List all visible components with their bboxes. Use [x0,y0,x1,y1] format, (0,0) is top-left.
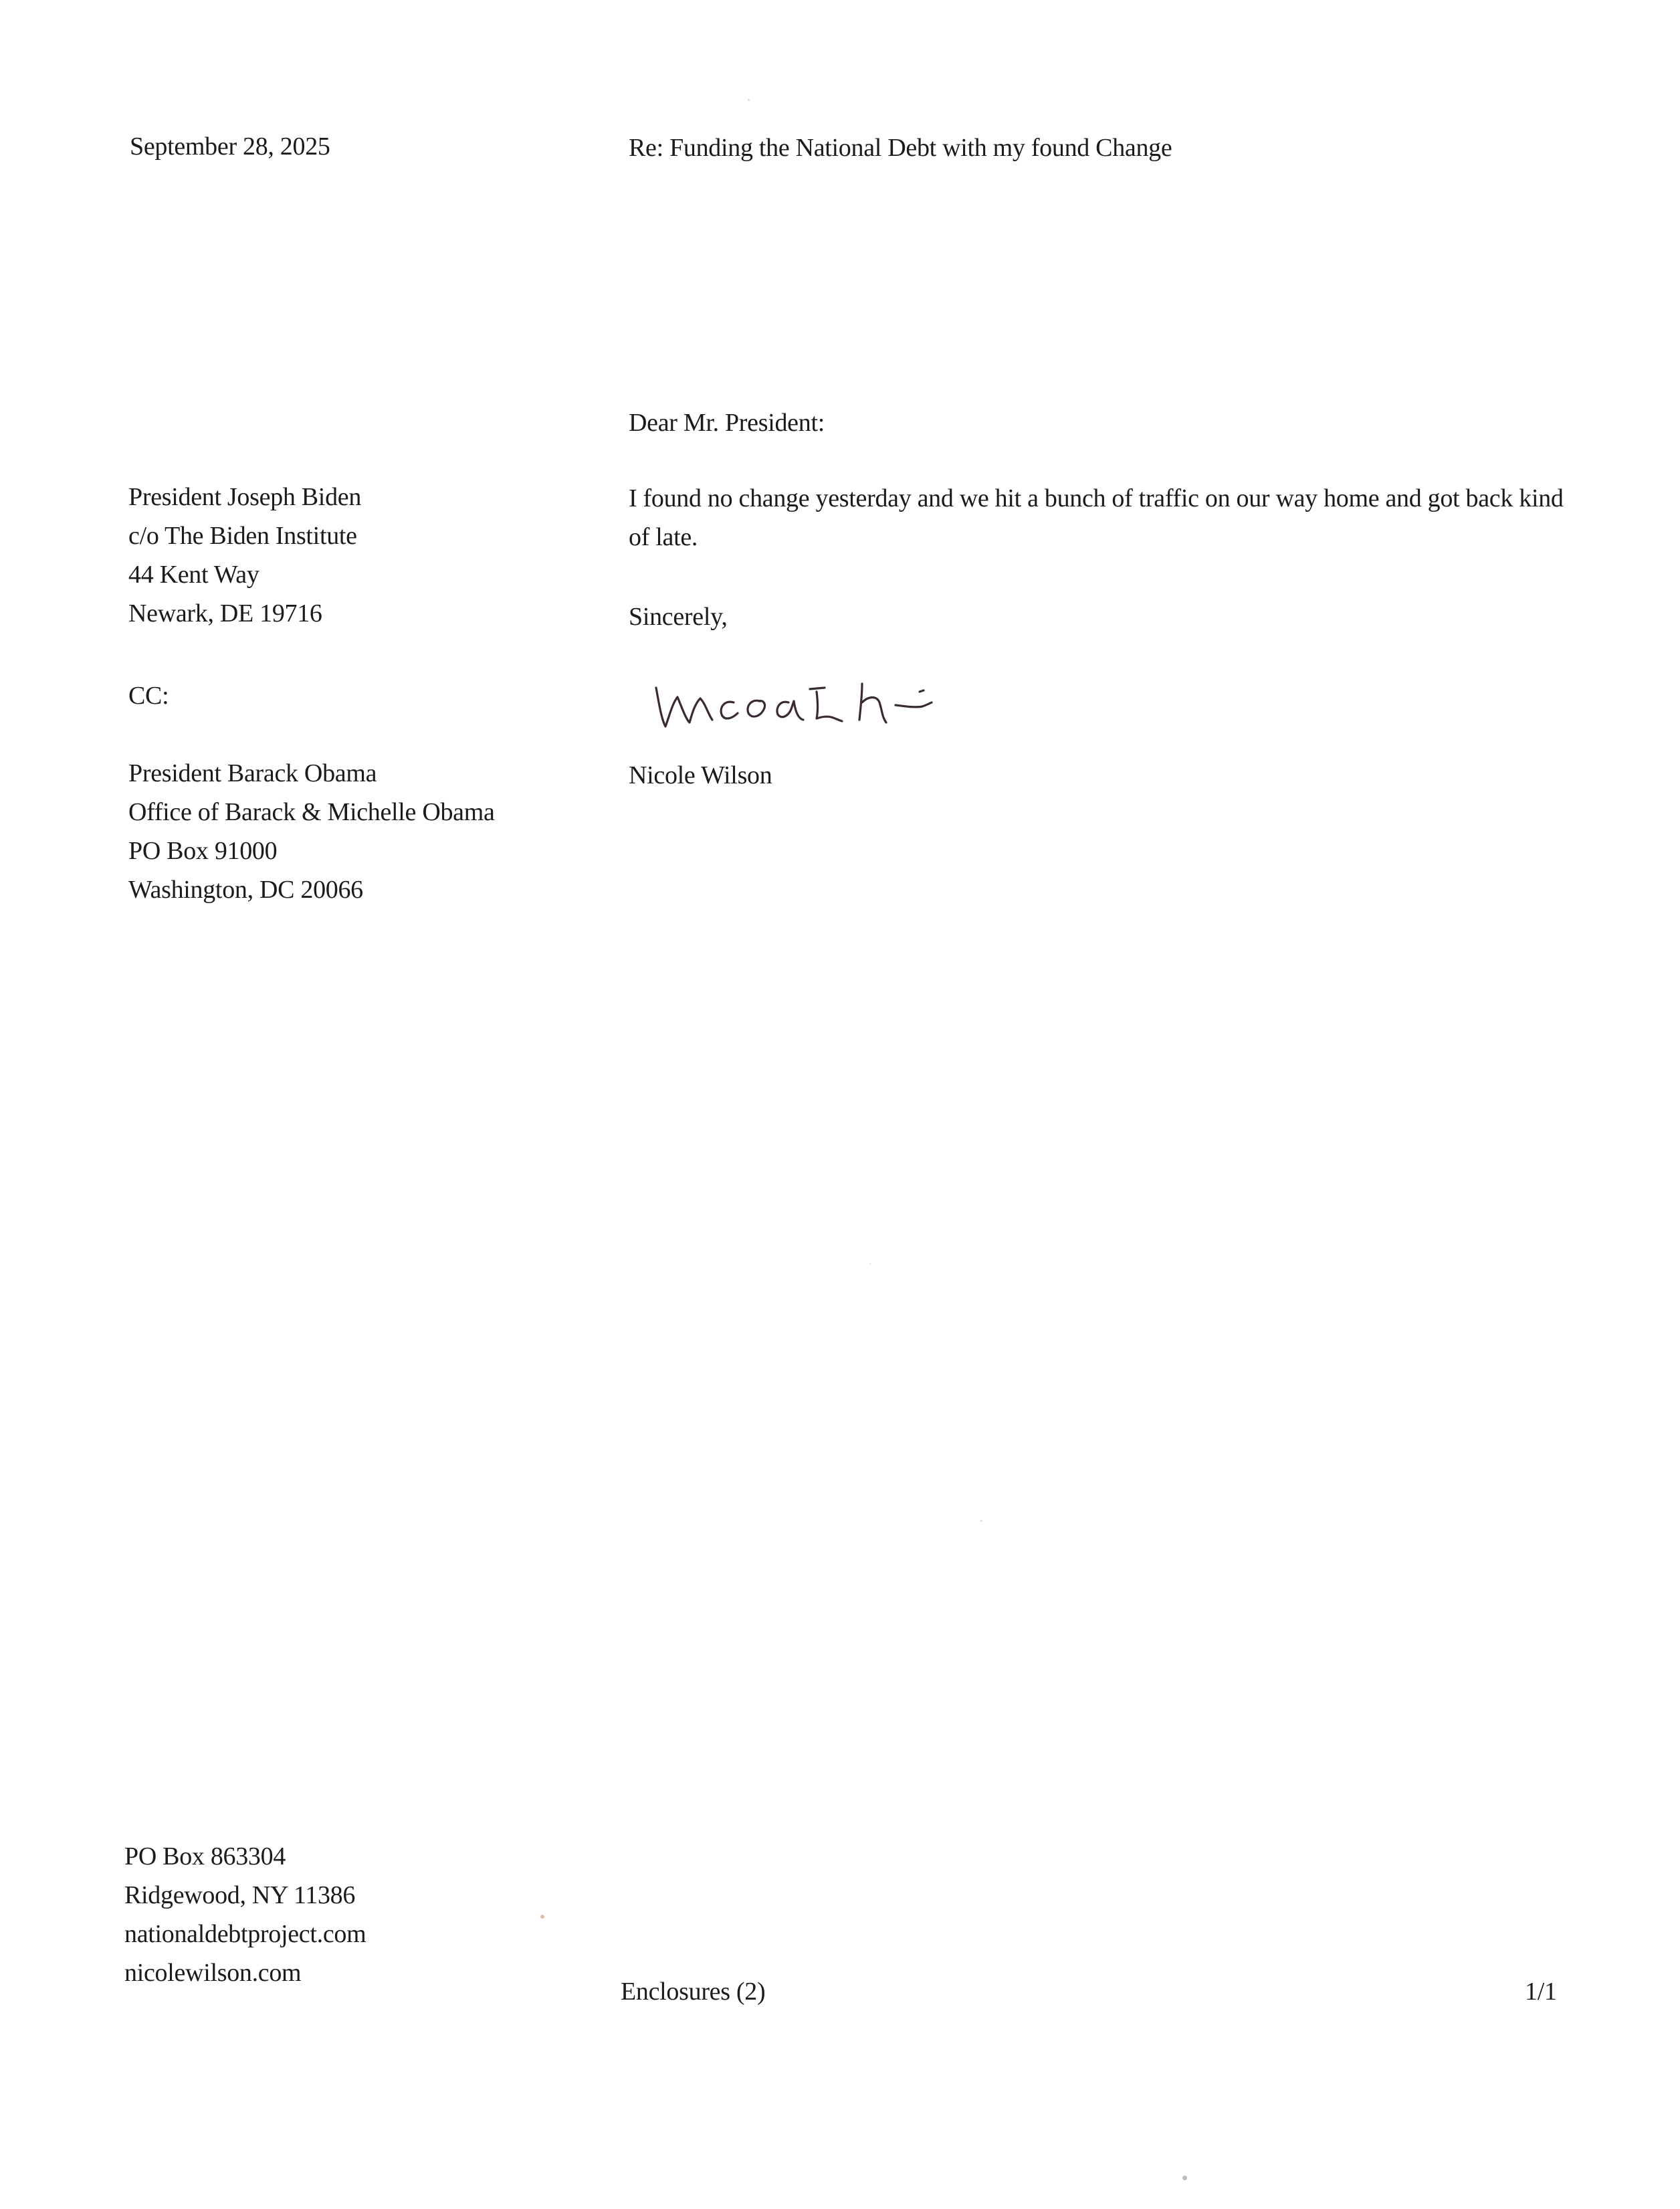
recipient-city: Newark, DE 19716 [128,599,322,628]
cc-label: CC: [128,682,169,710]
page-number: 1/1 [1525,1978,1557,2006]
sender-po-box: PO Box 863304 [124,1842,286,1870]
scan-speck [869,1263,871,1264]
scan-speck [748,99,750,101]
scan-speck [540,1915,544,1919]
salutation: Dear Mr. President: [629,409,825,437]
handwritten-signature [652,662,973,736]
letter-subject: Re: Funding the National Debt with my found Change [629,134,1172,162]
sender-website-2: nicolewilson.com [124,1959,302,1987]
signer-name: Nicole Wilson [629,761,772,789]
cc-city: Washington, DC 20066 [128,876,363,904]
sender-city: Ridgewood, NY 11386 [124,1881,356,1909]
recipient-organization: c/o The Biden Institute [128,522,357,550]
recipient-address [128,478,361,633]
cc-street: PO Box 91000 [128,837,278,865]
sender-contact [124,1837,366,1992]
cc-name: President Barack Obama [128,759,377,787]
cc-address [128,754,495,909]
recipient-name: President Joseph Biden [128,483,362,511]
sender-website-1: nationaldebtproject.com [124,1920,366,1948]
closing: Sincerely, [629,603,728,631]
body-paragraph: I found no change yesterday and we hit a bunch of traffic on our way home and got back kind of late. [629,484,1564,551]
recipient-street: 44 Kent Way [128,561,259,589]
letter-body [629,479,1578,557]
enclosures-note: Enclosures (2) [621,1978,766,2006]
letter-date: September 28, 2025 [130,132,330,161]
scan-speck [1182,2176,1187,2180]
scan-speck [980,1520,982,1522]
cc-organization: Office of Barack & Michelle Obama [128,798,495,826]
